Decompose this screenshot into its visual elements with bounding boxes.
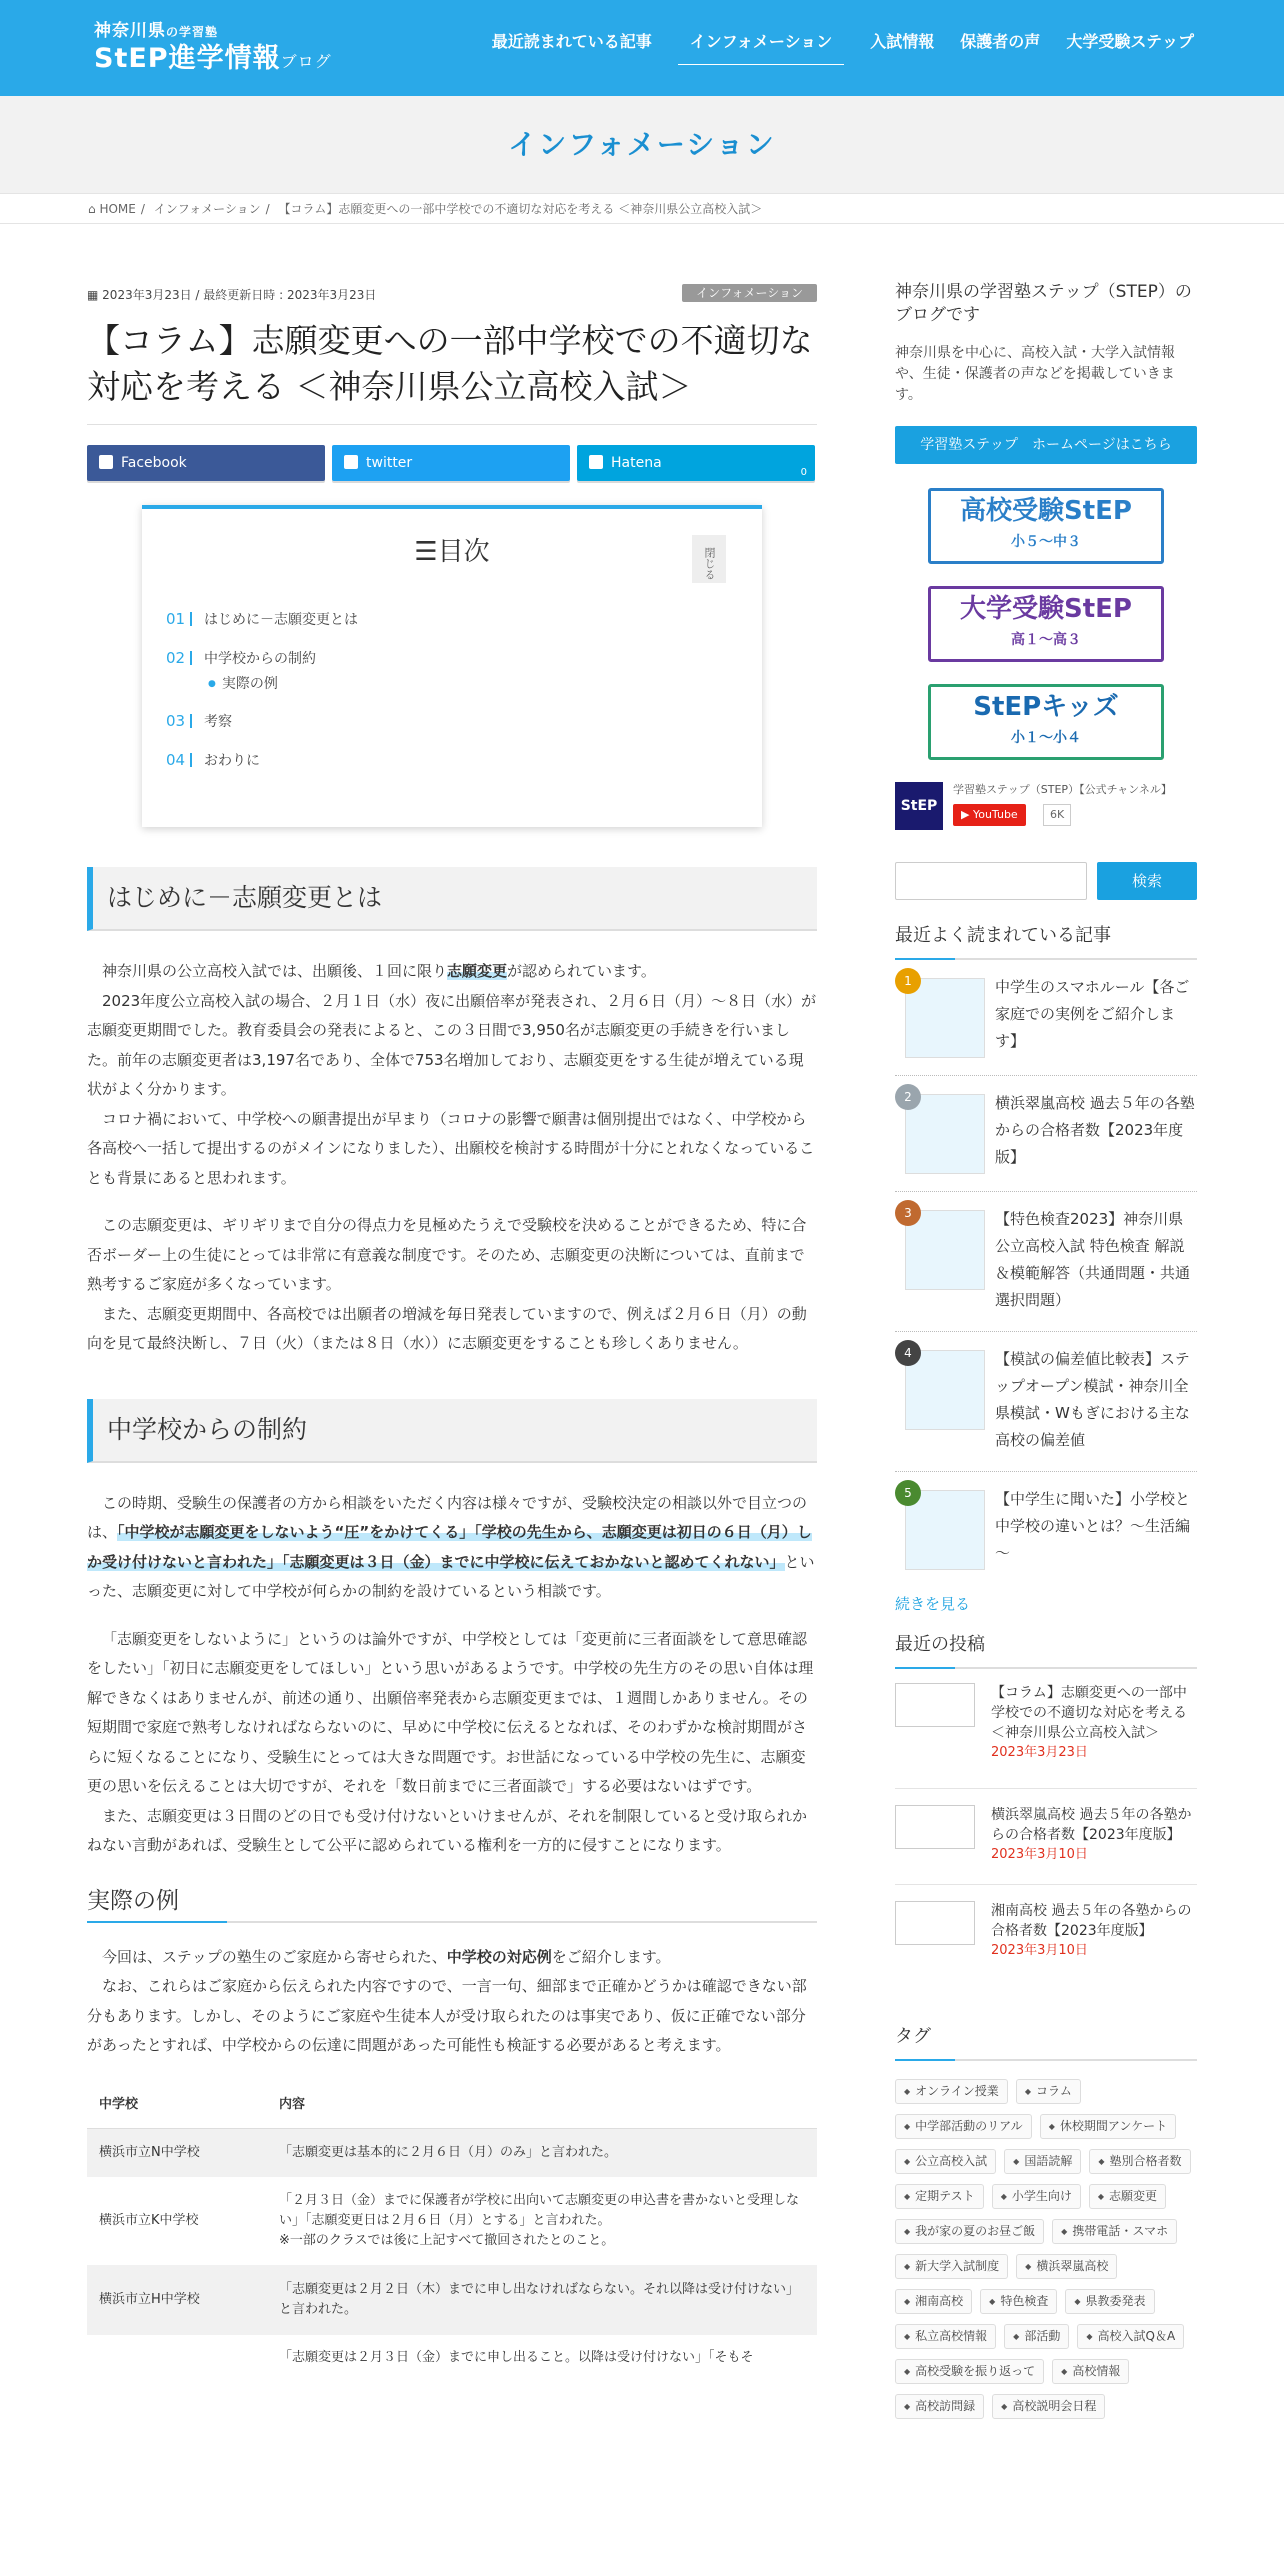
sidebar [895,255,1197,2419]
youtube-icon: ▶ [961,808,973,821]
nav-item-popular[interactable]: 最近読まれている記事 [491,32,652,51]
youtube-subscribe-button[interactable]: ▶ YouTube [953,804,1026,826]
table-of-contents [142,505,762,827]
tag-item[interactable]: ◆ 新大学入試制度 [895,2254,1008,2279]
nav-item-university-step[interactable]: 大学受験ステップ [1066,32,1194,51]
section-body [87,957,817,1359]
search-button[interactable]: 検索 [1097,862,1197,900]
tag-item[interactable]: ◆ 小学生向け [992,2184,1081,2209]
toc-item[interactable]: 02 中学校からの制約 [166,649,316,667]
section-heading: はじめに－志願変更とは [87,867,817,931]
tag-item[interactable]: ◆ 高校入試Q＆A [1077,2324,1184,2349]
tag-item[interactable]: ◆ 私立高校情報 [895,2324,996,2349]
tag-item[interactable]: ◆ 我が家の夏のお昼ご飯 [895,2219,1044,2244]
logo-line2-small: ブログ [280,52,332,71]
breadcrumb: ⌂ HOME / インフォメーション / 【コラム】志願変更への一部中学校での不適切な対応を考える ＜神奈川県公立高校入試＞ [0,194,1284,224]
subsection-heading: 実際の例 [87,1881,817,1923]
tag-item[interactable]: ◆ 県教委発表 [1065,2289,1154,2314]
hatena-label: Hatena [611,455,662,471]
table-header: 内容 [267,2083,817,2129]
banner-high-school[interactable]: 高校受験StEP 小５～中３ [928,488,1164,564]
subsection-body [87,1943,817,2061]
facebook-share-button[interactable] [87,445,325,481]
tag-item[interactable]: ◆ 中学部活動のリアル [895,2114,1032,2139]
tag-item[interactable]: ◆ 特色検査 [980,2289,1057,2314]
twitter-label: twitter [366,455,413,471]
paragraph: また、志願変更は３日間のどの日でも受け付けないといけませんが、それを制限していると受け取られかねない言動があれば、受験生として公平に認められている権利を一方的に侵すことになります。 [87,1806,808,1854]
category-badge[interactable]: インフォメーション [682,284,817,302]
table-header: 中学校 [87,2083,267,2129]
toc-subitem[interactable]: ● 実際の例 [166,671,762,697]
recent-post[interactable]: 湘南高校 過去５年の各塾からの合格者数【2023年度版】 2023年3月10日 [895,1885,1197,1981]
search-form [895,862,1197,900]
breadcrumb-home[interactable]: HOME [99,202,136,216]
recent-thumbnail [895,1683,975,1727]
tag-item[interactable]: ◆ コラム [1016,2079,1081,2104]
tag-item[interactable]: ◆ オンライン授業 [895,2079,1008,2104]
twitter-icon [344,455,358,469]
paragraph: この時期、受験生の保護者の方から相談をいただく内容は様々ですが、受験校決定の相談以外で目立つのは、「中学校が志願変更をしないよう“圧”をかけてくる」「学校の先生から、志願変更は初日の６日（月）しか受け付けないと言われた」「志願変更は３日（金）までに中学校に伝えておかないと認めてくれない」といった、志願変更に対して中学校が何らかの制約を設けているという相談です。 [87,1493,815,1600]
nav-item-exam-info[interactable]: 入試情報 [870,32,935,51]
share-buttons [87,445,817,481]
post-date: 2023年3月23日 / 最終更新日時 : 2023年3月23日 [102,288,377,302]
twitter-share-button[interactable] [332,445,570,481]
ranking-item[interactable]: 5 【中学生に聞いた】小学校と中学校の違いとは？～生活編～ [895,1472,1197,1584]
subscriber-count: 6K [1043,804,1071,826]
post-meta [87,280,817,310]
channel-name[interactable]: 学習塾ステップ（STEP）【公式チャンネル】 [953,783,1172,796]
tag-item[interactable]: ◆ 公立高校入試 [895,2149,996,2174]
paragraph: この志願変更は、ギリギリまで自分の得点力を見極めたうえで受験校を決めることができるため、特に合否ボーダー上の生徒にとっては非常に有意義な制度です。そのため、志願変更の決断については、直前まで熟考するご家庭が多くなっています。 [87,1216,807,1293]
toc-close-button[interactable]: 閉じる [692,535,726,583]
facebook-icon [99,455,113,469]
tag-item[interactable]: ◆ 高校説明会日程 [992,2394,1105,2419]
homepage-button[interactable]: 学習塾ステップ ホームページはこちら [895,426,1197,464]
paragraph: また、志願変更期間中、各高校では出願者の増減を毎日発表していますので、例えば２月６日（月）の動向を見て最終決断し、７日（火）（または８日（水））に志願変更をすることも珍しくありません。 [87,1304,807,1352]
page-header [0,96,1284,194]
recent-list [895,1669,1197,1981]
channel-avatar[interactable]: StEP [895,782,943,830]
section-heading: 中学校からの制約 [87,1399,817,1463]
table-row: 横浜市立N中学校 「志願変更は基本的に２月６日（月）のみ」と言われた。 [87,2129,817,2177]
tag-item[interactable]: ◆ 高校受験を振り返って [895,2359,1044,2384]
tag-item[interactable]: ◆ 志願変更 [1089,2184,1166,2209]
logo-line1: 神奈川県 [94,21,166,41]
paragraph: 「志願変更をしないように」というのは論外ですが、中学校としては「変更前に三者面談をして意思確認をしたい」「初日に志願変更をしてほしい」という思いがあるようです。中学校の先生方のその思い自体は理解できなくはありませんが、前述の通り、出願倍率発表から志願変更までは、１週間しかありません。その短期間で家庭で熟考しなければならないのに、早めに中学校に伝えるとなれば、そのわずかな検討期間がさらに短くなることになり、受験生にとっては大きな問題です。お世話になっている中学校の先生に、志願変更の思いを伝えることは大切ですが、それを「数日前までに三者面談で」する必要はないはずです。 [87,1629,814,1795]
ranking-item[interactable]: 1 中学生のスマホルール【各ご家庭での実例をご紹介します】 [895,960,1197,1076]
examples-table [87,2083,817,2381]
home-icon: ⌂ [88,202,96,216]
list-icon: ☰ [414,537,438,567]
banner-university[interactable]: 大学受験StEP 高１～高３ [928,586,1164,662]
ranking-list [895,960,1197,1584]
toc-title: 目次 [437,537,490,567]
page-title: インフォメーション [508,128,776,161]
ranking-item[interactable]: 3 【特色検査2023】神奈川県公立高校入試 特色検査 解説＆模範解答（共通問題・共通選択問題） [895,1192,1197,1332]
banner-kids[interactable]: StEPキッズ 小１～小４ [928,684,1164,760]
tag-item[interactable]: ◆ 塾別合格者数 [1089,2149,1190,2174]
facebook-label: Facebook [121,455,187,471]
section-body [87,1489,817,1861]
calendar-icon: ▦ [87,288,99,302]
hatena-icon [589,455,603,469]
recent-title: 最近の投稿 [895,1629,1197,1669]
breadcrumb-category[interactable]: インフォメーション [153,202,261,216]
tag-item[interactable]: ◆ 国語読解 [1004,2149,1081,2174]
main-content [87,255,817,2381]
ranking-item[interactable]: 2 横浜翠嵐高校 過去５年の各塾からの合格者数【2023年度版】 [895,1076,1197,1192]
paragraph: なお、これらはご家庭から伝えられた内容ですので、一言一句、細部まで正確かどうかは確認できない部分もあります。しかし、そのようにご家庭や生徒本人が受け取られたのは事実であり、仮に正確でない部分があったとすれば、中学校からの伝達に問題があった可能性も検証する必要があると考えます。 [87,1977,807,2054]
recent-thumbnail [895,1805,975,1849]
search-input[interactable] [895,862,1087,900]
about-desc: 神奈川県を中心に、高校入試・大学入試情報や、生徒・保護者の声などを掲載していきます。 [895,345,1175,403]
table-row: 「志願変更は２月３日（金）までに申し出ること。以降は受け付けない」「そもそ [279,2349,754,2365]
breadcrumb-current: 【コラム】志願変更への一部中学校での不適切な対応を考える ＜神奈川県公立高校入試＞ [278,202,763,216]
paragraph: 今回は、ステップの塾生のご家庭から寄せられた、中学校の対応例をご紹介します。 [102,1947,671,1966]
toc-item[interactable]: 03 考察 [166,712,232,730]
ranking-item[interactable]: 4 【模試の偏差値比較表】ステップオープン模試・神奈川全県模試・Wもぎにおける主な高校の偏差値 [895,1332,1197,1472]
paragraph: 神奈川県の公立高校入試では、出願後、１回に限り志願変更が認められています。 [102,962,656,980]
tag-item[interactable]: ◆ 定期テスト [895,2184,984,2209]
tag-item[interactable]: ◆ 休校期間アンケート [1040,2114,1176,2139]
site-logo[interactable] [94,20,332,78]
more-link[interactable]: 続きを見る [895,1595,971,1613]
post-title: 【コラム】志願変更への一部中学校での不適切な対応を考える ＜神奈川県公立高校入試＞ [87,318,817,425]
paragraph: 2023年度公立高校入試の場合、２月１日（水）夜に出願倍率が発表され、２月６日（月）～８日（水）が志願変更期間でした。教育委員会の発表によると、この３日間で3,950名が志願変更の手続きを行いました。前年の志願変更者は3,197名であり、全体で753名増加しており、志願変更をする生徒が増えている現状がよく分かります。 [87,991,817,1098]
tag-cloud [895,2079,1197,2419]
hatena-count: 0 [800,467,807,478]
hatena-share-button[interactable] [577,445,815,481]
paragraph: コロナ禍において、中学校への願書提出が早まり（コロナの影響で願書は個別提出ではなく、中学校から各高校へ一括して提出するのがメインになりました）、出願校を検討する時間が十分にとれなくなっていることも背景にあると思われます。 [87,1109,815,1187]
recent-post[interactable]: 横浜翠嵐高校 過去５年の各塾からの合格者数【2023年度版】 2023年3月10日 [895,1789,1197,1885]
ranking-title: 最近よく読まれている記事 [895,920,1197,960]
table-row: 横浜市立K中学校 「２月３日（金）までに保護者が学校に出向いて志願変更の申込書を書かないと受理しない」「志願変更日は２月６日（月）とする」と言われた。 ※一部のクラスでは後に上記すべて撤回されたとのこと。 [99,2192,800,2248]
toc-item[interactable]: 01 はじめに－志願変更とは [166,610,358,628]
about-title: 神奈川県の学習塾ステップ（STEP）のブログです [895,282,1192,325]
table-row: 横浜市立H中学校 「志願変更は２月２日（木）までに申し出なければならない。それ以降は受け付けない」と言われた。 [87,2265,817,2335]
nav-item-parents-voice[interactable]: 保護者の声 [960,32,1041,51]
tags-title: タグ [895,2021,1197,2061]
tag-item[interactable]: ◆ 横浜翠嵐高校 [1016,2254,1117,2279]
tag-item[interactable]: ◆ 湘南高校 [895,2289,972,2314]
recent-thumbnail [895,1901,975,1945]
tag-item[interactable]: ◆ 部活動 [1004,2324,1069,2349]
tag-item[interactable]: ◆ 携帯電話・スマホ [1052,2219,1177,2244]
tag-item[interactable]: ◆ 高校情報 [1052,2359,1129,2384]
global-nav [492,30,1194,65]
tag-item[interactable]: ◆ 高校訪問録 [895,2394,984,2419]
toc-item[interactable]: 04 おわりに [166,751,260,769]
logo-line1-small: の学習塾 [166,25,219,39]
site-header [0,0,1284,96]
recent-post[interactable]: 【コラム】志願変更への一部中学校での不適切な対応を考える ＜神奈川県公立高校入試＞ 2023年3月23日 [895,1669,1197,1789]
nav-item-information[interactable]: インフォメーション [678,30,845,65]
youtube-widget [895,782,1197,832]
logo-line2: StEP進学情報 [94,43,281,74]
